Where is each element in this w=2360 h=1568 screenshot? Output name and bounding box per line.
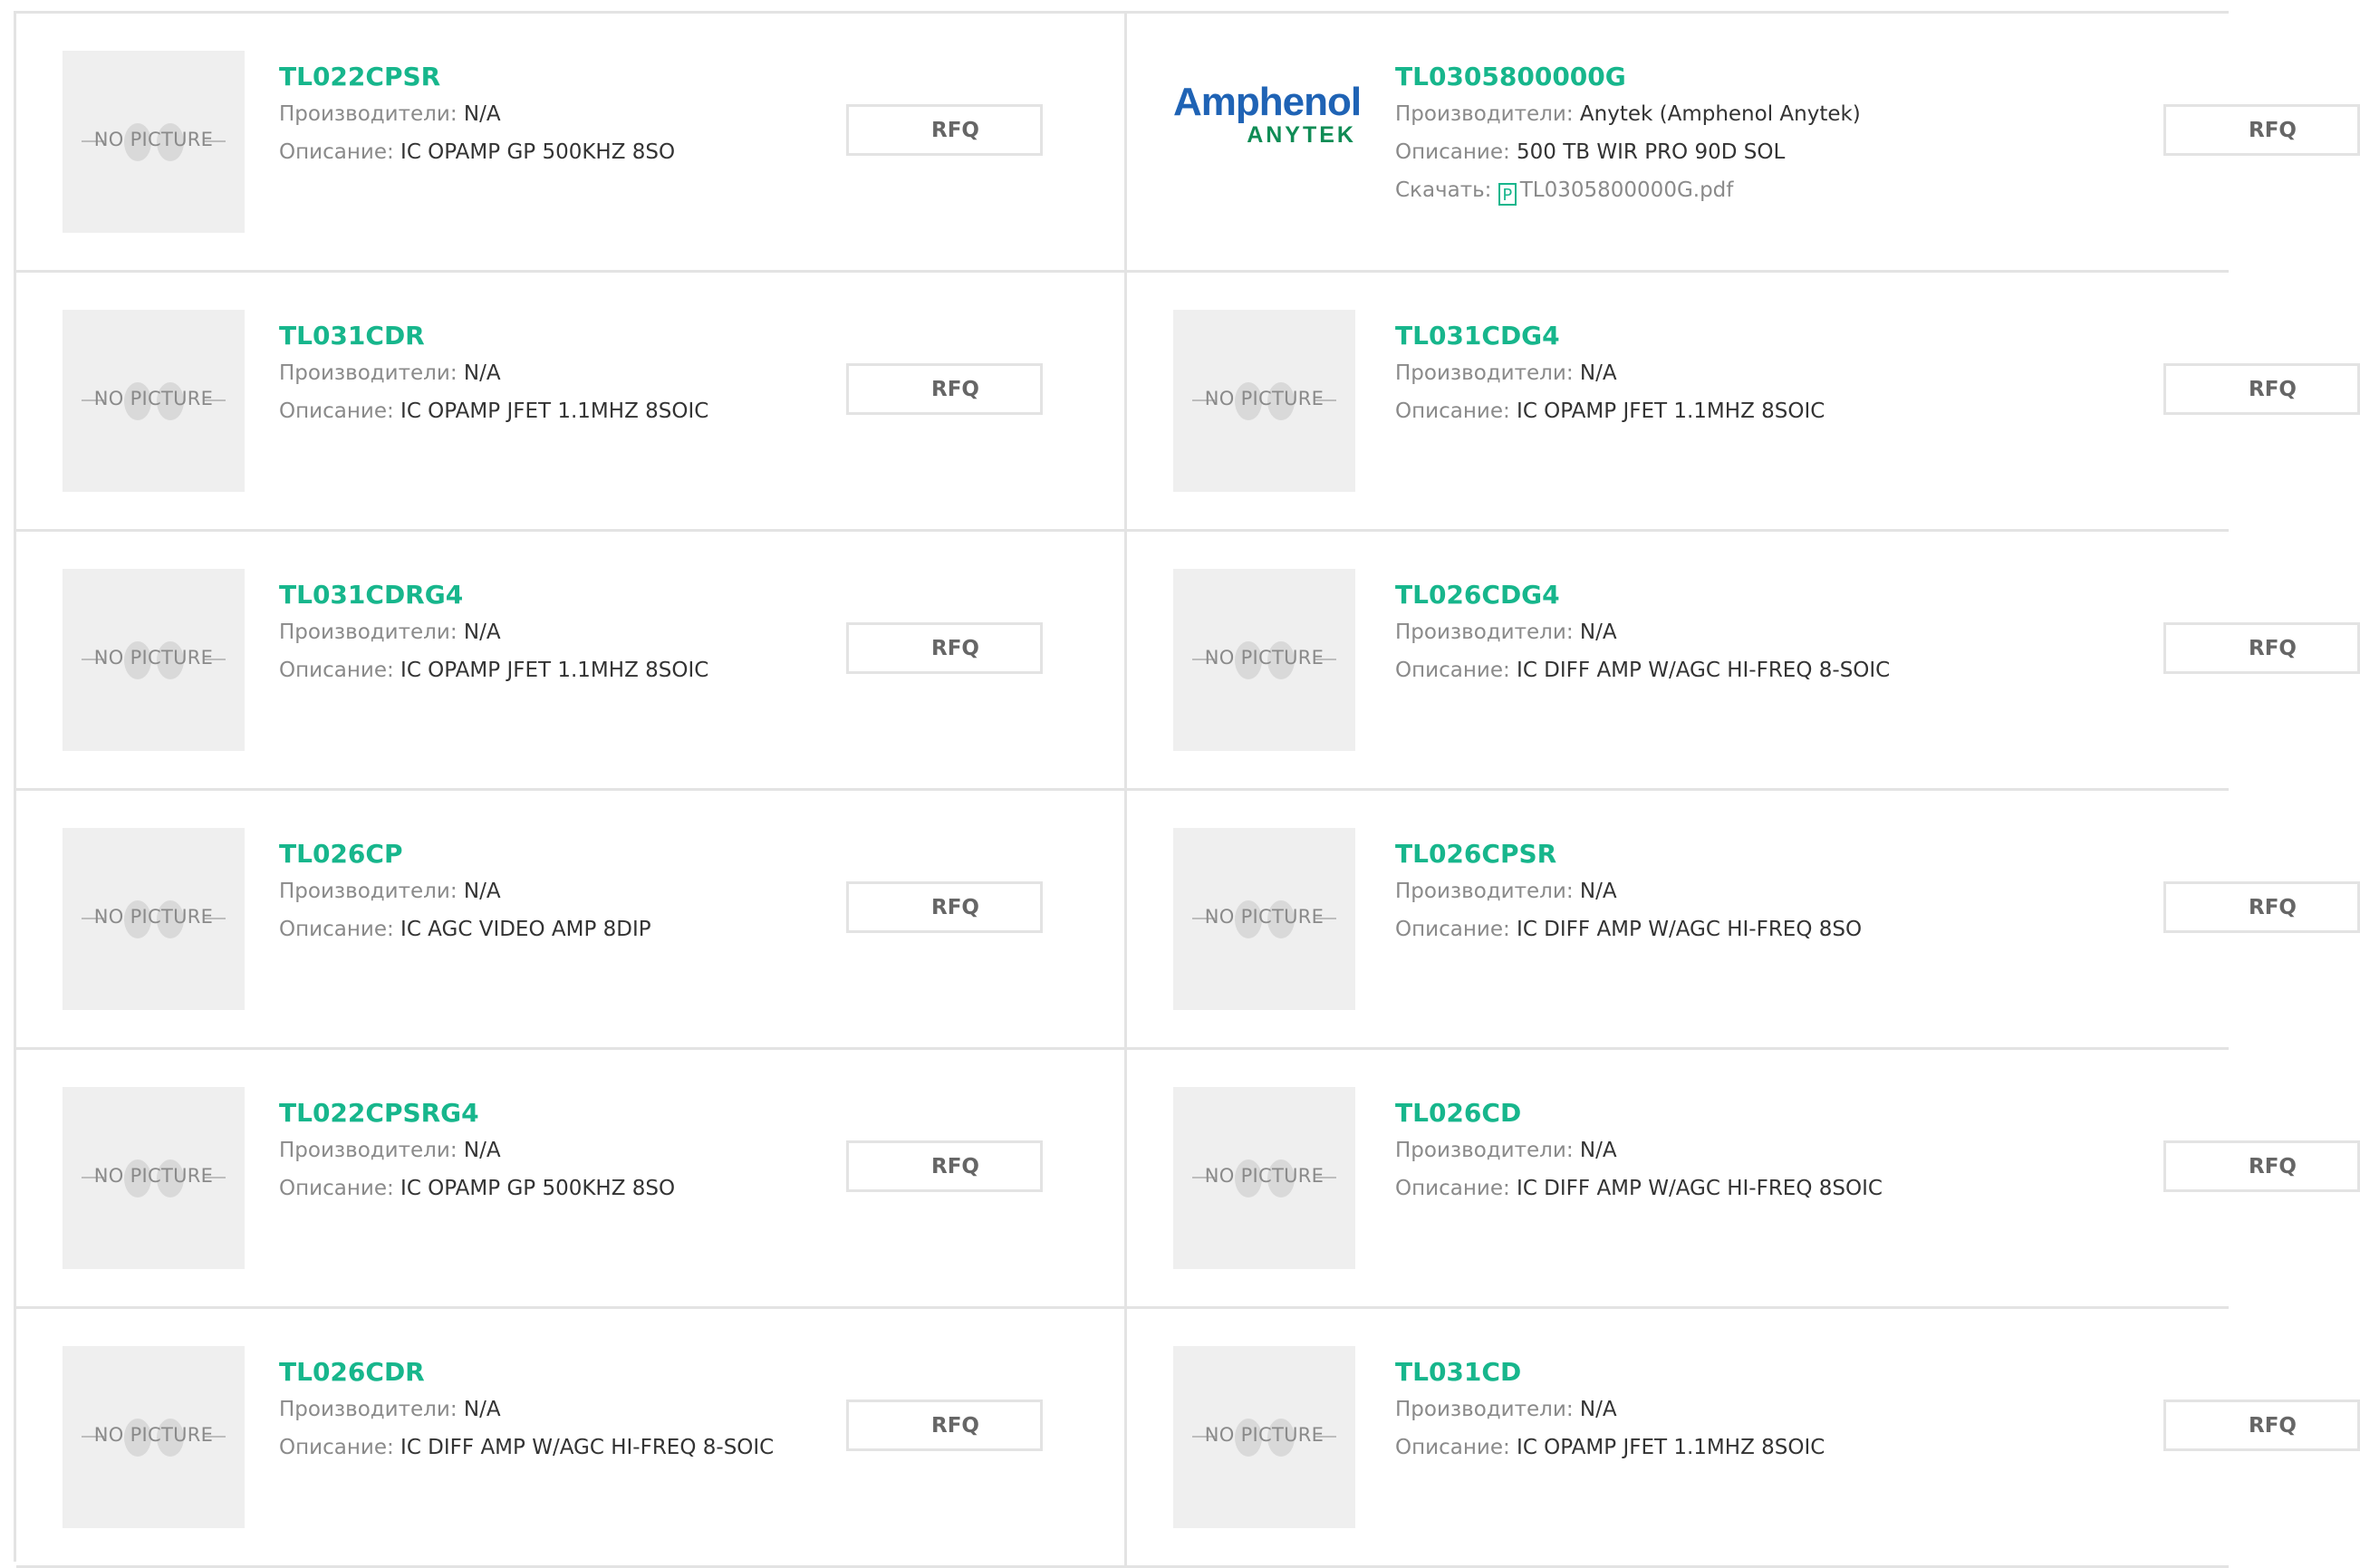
no-picture-placeholder[interactable]	[1173, 1346, 1355, 1528]
no-picture-placeholder[interactable]	[63, 569, 245, 751]
manufacturer-value: N/A	[463, 880, 501, 903]
no-picture-text: NO PICTURE	[93, 1165, 214, 1187]
part-number-link[interactable]: TL026CD	[1395, 1098, 1522, 1128]
manufacturer-row	[279, 1131, 786, 1169]
product-card-tl026cpsr	[1127, 791, 2297, 1050]
manufacturer-value: N/A	[1579, 620, 1617, 644]
no-picture-text: NO PICTURE	[93, 1424, 214, 1446]
description-label: Описание:	[1395, 659, 1510, 682]
manufacturer-value: N/A	[463, 1398, 501, 1421]
manufacturer-label: Производители:	[279, 1398, 458, 1421]
manufacturer-logo[interactable]	[1173, 82, 1360, 154]
manufacturer-row	[1395, 872, 1902, 910]
no-picture-placeholder[interactable]	[63, 1346, 245, 1528]
rfq-button[interactable]: RFQ	[2163, 104, 2360, 156]
manufacturer-row	[1395, 1131, 1902, 1169]
datasheet-link[interactable]: TL0305800000G.pdf	[1519, 178, 1734, 202]
part-number-link[interactable]: TL031CD	[1395, 1357, 1522, 1387]
rfq-button[interactable]: RFQ	[846, 622, 1043, 674]
product-card-tl0305800000g	[1127, 14, 2297, 273]
part-number-link[interactable]: TL031CDRG4	[279, 580, 464, 610]
manufacturer-row	[279, 354, 786, 392]
manufacturer-value: N/A	[1579, 880, 1617, 903]
rfq-button[interactable]: RFQ	[2163, 363, 2360, 415]
description-label: Описание:	[279, 659, 394, 682]
product-card-tl022cpsr	[16, 14, 1127, 273]
no-picture-placeholder[interactable]	[1173, 1087, 1355, 1269]
download-label: Скачать:	[1395, 178, 1492, 202]
product-card-tl026cdr	[16, 1309, 1127, 1568]
manufacturer-value: N/A	[1579, 1398, 1617, 1421]
no-picture-placeholder[interactable]	[63, 310, 245, 492]
description-value: IC AGC VIDEO AMP 8DIP	[400, 918, 651, 941]
part-number-link[interactable]: TL026CDR	[279, 1357, 425, 1387]
rfq-button[interactable]: RFQ	[2163, 1140, 2360, 1192]
description-label: Описание:	[1395, 1177, 1510, 1200]
product-info	[1395, 1095, 1902, 1207]
description-value: IC OPAMP JFET 1.1MHZ 8SOIC	[1517, 399, 1825, 423]
manufacturer-label: Производители:	[1395, 880, 1574, 903]
rfq-button[interactable]: RFQ	[2163, 1400, 2360, 1451]
manufacturer-label: Производители:	[1395, 1139, 1574, 1162]
logo-subbrand: ANYTEK	[1247, 122, 1356, 148]
product-info	[1395, 836, 1902, 948]
rfq-button[interactable]: RFQ	[846, 104, 1043, 156]
manufacturer-value: N/A	[1579, 361, 1617, 385]
description-value: IC DIFF AMP W/AGC HI-FREQ 8-SOIC	[400, 1436, 775, 1459]
description-label: Описание:	[1395, 399, 1510, 423]
description-label: Описание:	[279, 1177, 394, 1200]
pdf-icon[interactable]: P	[1498, 183, 1517, 206]
description-value: IC OPAMP JFET 1.1MHZ 8SOIC	[400, 659, 709, 682]
product-card-tl031cdrg4	[16, 532, 1127, 791]
no-picture-placeholder[interactable]	[1173, 310, 1355, 492]
description-row	[1395, 1429, 1902, 1467]
description-value: IC OPAMP GP 500KHZ 8SO	[400, 1177, 676, 1200]
description-row	[1395, 910, 1902, 948]
no-picture-text: NO PICTURE	[93, 906, 214, 928]
no-picture-text: NO PICTURE	[1204, 1165, 1324, 1187]
manufacturer-label: Производители:	[279, 102, 458, 126]
part-number-link[interactable]: TL026CDG4	[1395, 580, 1560, 610]
part-number-link[interactable]: TL022CPSR	[279, 62, 441, 91]
download-row	[1395, 171, 1902, 209]
manufacturer-value: N/A	[463, 620, 501, 644]
no-picture-placeholder[interactable]	[1173, 569, 1355, 751]
description-value: IC OPAMP GP 500KHZ 8SO	[400, 140, 676, 164]
description-row	[279, 133, 786, 171]
description-value: IC OPAMP JFET 1.1MHZ 8SOIC	[1517, 1436, 1825, 1459]
manufacturer-row	[1395, 95, 1902, 133]
description-row	[279, 1429, 786, 1467]
no-picture-text: NO PICTURE	[93, 647, 214, 669]
manufacturer-value: Anytek (Amphenol Anytek)	[1579, 102, 1861, 126]
description-value: IC DIFF AMP W/AGC HI-FREQ 8-SOIC	[1517, 659, 1891, 682]
product-card-tl026cdg4	[1127, 532, 2297, 791]
description-label: Описание:	[1395, 1436, 1510, 1459]
description-label: Описание:	[1395, 918, 1510, 941]
description-label: Описание:	[279, 140, 394, 164]
product-card-tl031cdr	[16, 273, 1127, 532]
manufacturer-row	[279, 1390, 786, 1429]
manufacturer-row	[279, 95, 786, 133]
manufacturer-value: N/A	[1579, 1139, 1617, 1162]
part-number-link[interactable]: TL0305800000G	[1395, 62, 1626, 91]
part-number-link[interactable]: TL026CP	[279, 839, 403, 869]
rfq-button[interactable]: RFQ	[846, 363, 1043, 415]
no-picture-text: NO PICTURE	[93, 388, 214, 409]
description-row	[1395, 1169, 1902, 1207]
manufacturer-label: Производители:	[1395, 1398, 1574, 1421]
product-card-tl022cpsrg4	[16, 1050, 1127, 1309]
description-row	[1395, 392, 1902, 430]
no-picture-text: NO PICTURE	[1204, 906, 1324, 928]
description-row	[279, 392, 786, 430]
rfq-button[interactable]: RFQ	[2163, 881, 2360, 933]
product-info	[279, 577, 786, 689]
logo-brand: Amphenol	[1173, 80, 1362, 124]
description-value: 500 TB WIR PRO 90D SOL	[1517, 140, 1786, 164]
description-row	[279, 1169, 786, 1207]
no-picture-text: NO PICTURE	[1204, 388, 1324, 409]
description-value: IC DIFF AMP W/AGC HI-FREQ 8SOIC	[1517, 1177, 1883, 1200]
manufacturer-value: N/A	[463, 361, 501, 385]
product-card-tl026cp	[16, 791, 1127, 1050]
manufacturer-row	[279, 872, 786, 910]
manufacturer-label: Производители:	[279, 880, 458, 903]
part-number-link[interactable]: TL026CPSR	[1395, 839, 1557, 869]
manufacturer-label: Производители:	[1395, 102, 1574, 126]
product-info	[279, 836, 786, 948]
manufacturer-row	[1395, 1390, 1902, 1429]
no-picture-placeholder[interactable]	[63, 828, 245, 1010]
manufacturer-label: Производители:	[279, 620, 458, 644]
manufacturer-label: Производители:	[279, 361, 458, 385]
no-picture-placeholder[interactable]	[63, 1087, 245, 1269]
no-picture-placeholder[interactable]	[63, 51, 245, 233]
part-number-link[interactable]: TL031CDG4	[1395, 321, 1560, 351]
description-value: IC DIFF AMP W/AGC HI-FREQ 8SO	[1517, 918, 1863, 941]
manufacturer-label: Производители:	[279, 1139, 458, 1162]
no-picture-placeholder[interactable]	[1173, 828, 1355, 1010]
description-row	[1395, 651, 1902, 689]
product-info	[1395, 1354, 1902, 1467]
product-info	[1395, 318, 1902, 430]
no-picture-text: NO PICTURE	[93, 129, 214, 150]
description-label: Описание:	[279, 1436, 394, 1459]
part-number-link[interactable]: TL022CPSRG4	[279, 1098, 479, 1128]
description-row	[279, 910, 786, 948]
product-grid	[14, 11, 2297, 1562]
no-picture-text: NO PICTURE	[1204, 647, 1324, 669]
manufacturer-row	[1395, 613, 1902, 651]
manufacturer-row	[279, 613, 786, 651]
description-value: IC OPAMP JFET 1.1MHZ 8SOIC	[400, 399, 709, 423]
manufacturer-row	[1395, 354, 1902, 392]
manufacturer-label: Производители:	[1395, 361, 1574, 385]
description-row	[1395, 133, 1902, 171]
rfq-button[interactable]: RFQ	[2163, 622, 2360, 674]
product-card-tl026cd	[1127, 1050, 2297, 1309]
product-info	[279, 59, 786, 171]
no-picture-text: NO PICTURE	[1204, 1424, 1324, 1446]
description-label: Описание:	[1395, 140, 1510, 164]
manufacturer-value: N/A	[463, 1139, 501, 1162]
product-info	[279, 318, 786, 430]
description-label: Описание:	[279, 399, 394, 423]
description-label: Описание:	[279, 918, 394, 941]
rfq-button[interactable]: RFQ	[846, 1400, 1043, 1451]
rfq-button[interactable]: RFQ	[846, 881, 1043, 933]
product-info	[279, 1354, 786, 1467]
product-info	[1395, 577, 1902, 689]
description-row	[279, 651, 786, 689]
product-card-tl031cdg4	[1127, 273, 2297, 532]
product-info	[1395, 59, 1902, 209]
rfq-button[interactable]: RFQ	[846, 1140, 1043, 1192]
part-number-link[interactable]: TL031CDR	[279, 321, 425, 351]
product-card-tl031cd	[1127, 1309, 2297, 1568]
product-info	[279, 1095, 786, 1207]
manufacturer-label: Производители:	[1395, 620, 1574, 644]
manufacturer-value: N/A	[463, 102, 501, 126]
